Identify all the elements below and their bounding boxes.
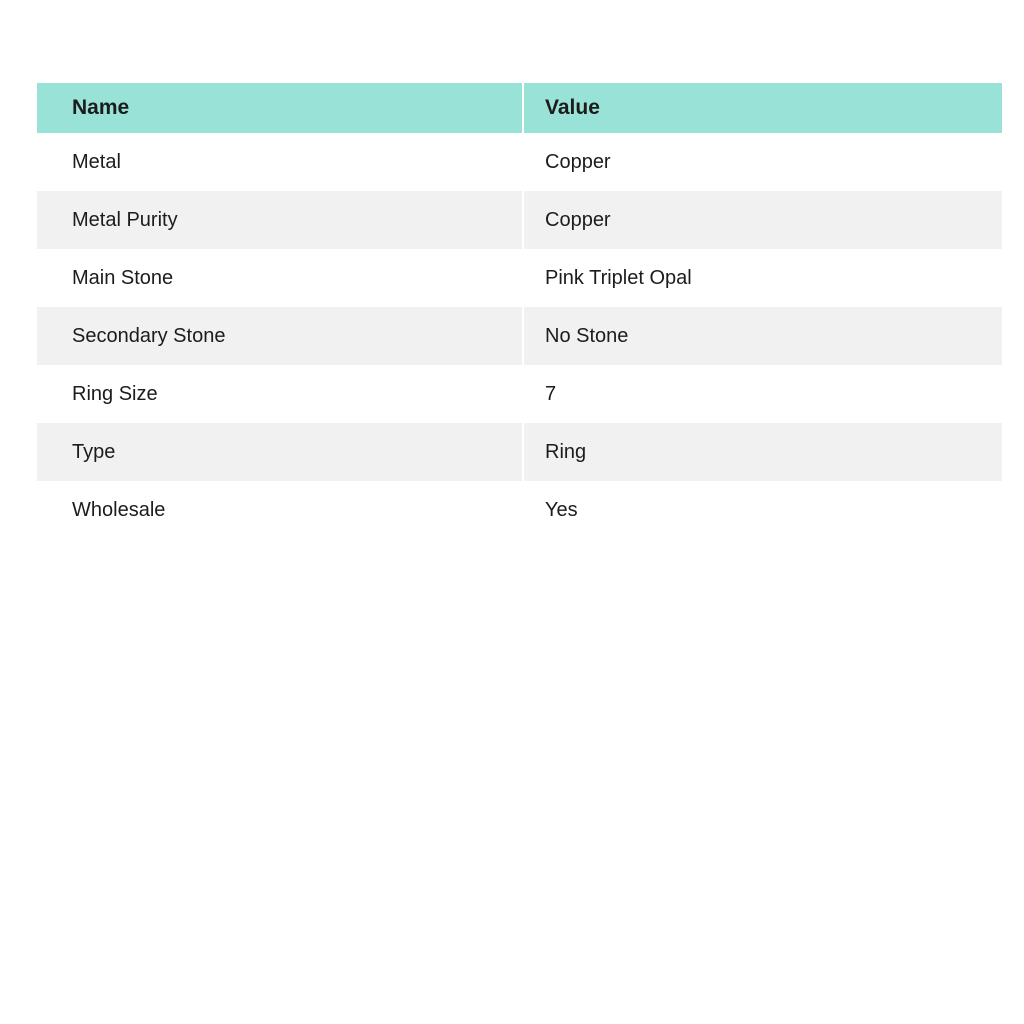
product-attributes-table [37,83,1002,539]
table-row [37,133,1002,191]
column-header-value: Value [524,83,1002,133]
attribute-name-cell: Secondary Stone [37,307,522,365]
table-row [37,191,1002,249]
column-header-name: Name [37,83,522,133]
attribute-value-cell: 7 [545,382,557,405]
attribute-name-cell: Main Stone [72,266,174,289]
table-header-row [37,83,1002,133]
attribute-value-cell: No Stone [524,307,1002,365]
table-row [37,481,1002,539]
attribute-name-cell: Wholesale [72,498,166,521]
attribute-value-cell: Ring [524,423,1002,481]
attribute-value-cell: Copper [524,191,1002,249]
table-body [37,133,1002,539]
attribute-name-cell: Metal [72,150,121,173]
attribute-name-cell: Metal Purity [37,191,522,249]
attribute-name-cell: Ring Size [72,382,158,405]
table-row [37,249,1002,307]
table-row [37,307,1002,365]
table-row [37,365,1002,423]
attribute-value-cell: Copper [545,150,611,173]
attribute-value-cell: Pink Triplet Opal [545,266,692,289]
attribute-value-cell: Yes [545,498,578,521]
attribute-name-cell: Type [37,423,522,481]
table-row [37,423,1002,481]
